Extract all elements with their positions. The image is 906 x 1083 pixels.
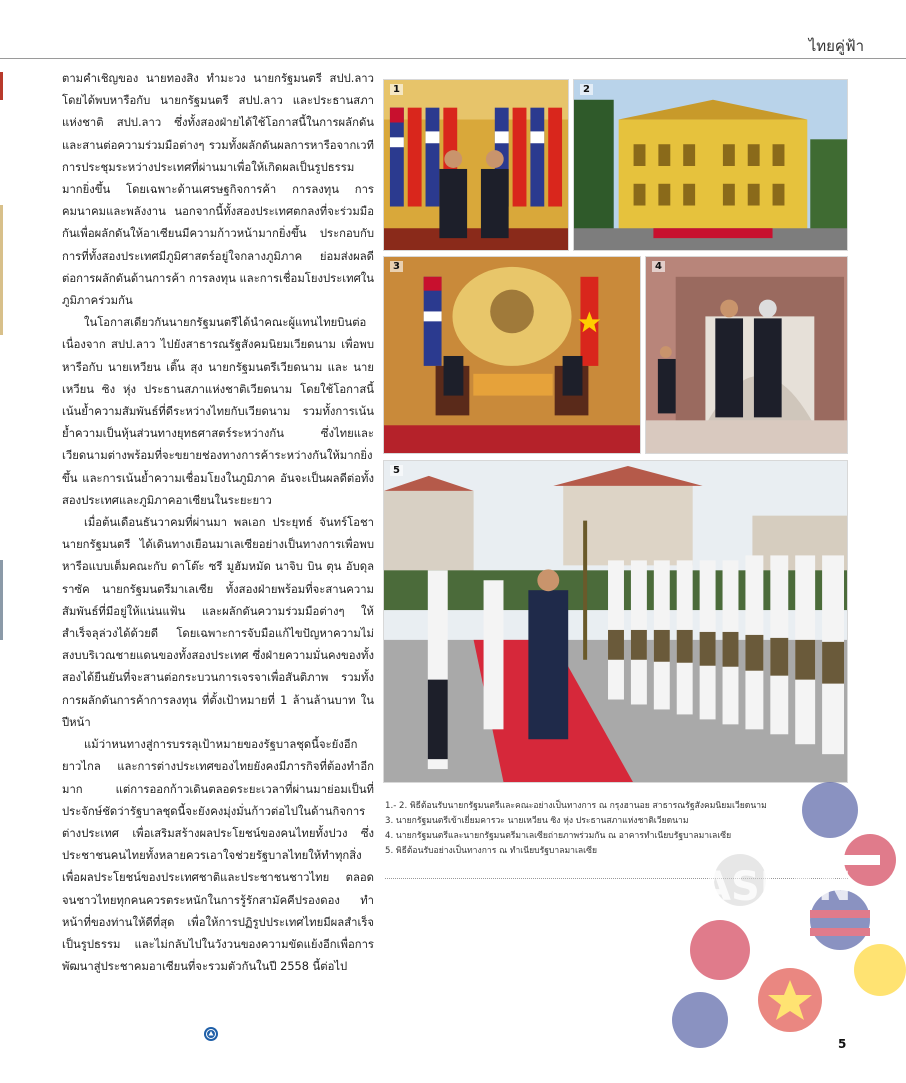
photo-number: 4: [652, 261, 665, 272]
article-paragraph: แม้ว่าหนทางสู่การบรรลุเป้าหมายของรัฐบาลชุดนี้จะยังอีกยาวไกล และการต่างประเทศของไทยยังคงมีภารกิจที่ต้องทำอีกมาก แต่การออกก้าวเดินตลอดระยะเวลาที่ผ่านมาย่อมเป็นที่ประจักษ์ชัดว่ารัฐบาลชุดนี้จะยังคงมุ่งมั่นก้าวต่อไปในด้านกิจการต่างประเทศ เพื่อเสริมสร้างผลประโยชน์ของคนไทยทั้งปวง ซึ่งประชาชนคนไทยทั้งหลายควรเอาใจช่วยรัฐบาลไทยให้ทำทุกสิ่งเพื่อผลประโยชน์ของประเทศชาติและประชาชนชาวไทย ตลอดจนชาวไทยทุกคนควรตระหนักในการรู้รักสามัคคีปรองดอง ทำหน้าที่ของท่านให้ดีที่สุด เพื่อให้การปฏิรูปประเทศไทยมีผลสำเร็จเป็นรูปธรรม และไม่กลับไปในวังวนของความขัดแย้งอีกเพื่อการพัฒนาสู่ประชาคมอาเซียนที่จะรวมตัวกันในปี 2558 นี้ต่อไป: [62, 738, 374, 974]
photo-honour-guard-review: [383, 460, 848, 783]
caption-1-2: 1.- 2. พิธีต้อนรับนายกรัฐมนตรีและคณะอย่างเป็นทางการ ณ กรุงฮานอย สาธารณรัฐสังคมนิยมเวียดนาม: [385, 801, 767, 811]
photo-leaders-handshake-flags: [383, 79, 569, 251]
adjacent-page-edge: [0, 205, 3, 335]
article-paragraph: ในโอกาสเดียวกันนายกรัฐมนตรีได้นำคณะผู้แทนไทยบินต่อเนื่องจาก สปป.ลาว ไปยังสาธารณรัฐสังคมนิยมเวียดนาม เพื่อพบหารือกับ นายเหวียน เติ๊น สุง นายกรัฐมนตรีเวียดนาม และ นายเหวียน ซิง หุ่ง ประธานสภาแห่งชาติเวียดนาม โดยใช้โอกาสนี้เน้นย้ำความสัมพันธ์ที่ดีระหว่างไทยกับเวียดนาม รวมทั้งการเน้นย้ำความเป็นหุ้นส่วนทางยุทธศาสตร์ระหว่างกัน ซึ่งไทยและเวียดนามต่างพร้อมที่จะขยายช่องทางการค้าระหว่างกันให้มากยิ่งขึ้น และการเน้นย้ำความเชื่อมโยงในภูมิภาค อันจะเป็นผลดีต่อทั้งสองประเทศและภูมิภาคอาเซียนในระยะยาว: [62, 316, 374, 507]
asean-word: ASEAN: [700, 864, 852, 910]
header-rule: [0, 58, 906, 59]
magazine-title: ไทยคู่ฟ้า: [808, 37, 864, 55]
asean-logo-icon: [204, 1027, 218, 1041]
photo-number: 3: [390, 261, 403, 272]
page-number: 5: [838, 1037, 847, 1051]
article-paragraph: เมื่อต้นเดือนธันวาคมที่ผ่านมา พลเอก ประยุทธ์ จันทร์โอชา นายกรัฐมนตรี ได้เดินทางเยือนมาเลเซียอย่างเป็นทางการเพื่อพบหารือแบบเต็มคณะกับ ดาโต๊ะ ซรี มูฮัมหมัด นาจิบ บิน ตุน อับดุล ราซัค นายกรัฐมนตรีมาเลเซีย ทั้งสองฝ่ายพร้อมที่จะสานความสัมพันธ์ที่มีอยู่ให้แน่นแฟ้น และผลักดันความร่วมมือต่างๆ ให้สำเร็จลุล่วงได้ด้วยดี โดยเฉพาะการจับมือแก้ไขปัญหาความไม่สงบบริเวณชายแดนของทั้งสองประเทศ ซึ่งฝ่ายความมั่นคงของทั้งสองได้ยืนยันที่จะสานต่อกระบวนการเจรจาเพื่อสันติภาพ รวมทั้งการผลักดันการค้าการลงทุน ที่ตั้งเป้าหมายที่ 1 ล้านล้านบาท ในปีหน้า: [62, 516, 374, 729]
photo-number: 1: [390, 84, 403, 95]
caption-4: 4. นายกรัฐมนตรีและนายกรัฐมนตรีมาเลเซียถ่ายภาพร่วมกัน ณ อาคารทำเนียบรัฐบาลมาเลเซีย: [385, 831, 732, 841]
caption-3: 3. นายกรัฐมนตรีเข้าเยี่ยมคารวะ นายเหวียน ซิง หุ่ง ประธานสภาแห่งชาติเวียดนาม: [385, 816, 689, 826]
asean-flags-decoration: [640, 780, 906, 1080]
adjacent-page-edge: [0, 560, 3, 640]
photo-leaders-handshake-door: [645, 256, 848, 454]
article-paragraph: ตามคำเชิญของ นายทองสิง ทำมะวง นายกรัฐมนตรี สปป.ลาว โดยได้พบหารือกับ นายกรัฐมนตรี สปป.ลาว และประธานสภาแห่งชาติ สปป.ลาว ซึ่งทั้งสองฝ่ายได้ใช้โอกาสนี้ในการผลักดันและสานต่อความร่วมมือต่างๆ รวมทั้งผลักดันผลการหารือจากเวทีการประชุมระหว่างประเทศที่ผ่านมาเพื่อให้เกิดผลเป็นรูปธรรมมากยิ่งขึ้น โดยเฉพาะด้านเศรษฐกิจการค้า การลงทุน การคมนาคมและพลังงาน นอกจากนี้ทั้งสองประเทศตกลงที่จะร่วมมือกันเพื่อผลักดันให้อาเซียนมีความก้าวหน้ามากยิ่งขึ้น ประกอบกับการที่ทั้งสองประเทศมีภูมิศาสตร์อยู่ใจกลางภูมิภาค ย่อมส่งผลดีต่อการผลักดันด้านการค้า การลงทุน และการเชื่อมโยงประเทศในภูมิภาคร่วมกัน: [62, 72, 374, 308]
photo-meeting-hall: [383, 256, 641, 454]
article-body: [62, 68, 374, 978]
caption-5: 5. พิธีต้อนรับอย่างเป็นทางการ ณ ทำเนียบรัฐบาลมาเลเซีย: [385, 846, 597, 856]
photo-presidential-palace: [573, 79, 848, 251]
adjacent-page-edge: [0, 72, 3, 100]
photo-number: 2: [580, 84, 593, 95]
photo-number: 5: [390, 465, 403, 476]
